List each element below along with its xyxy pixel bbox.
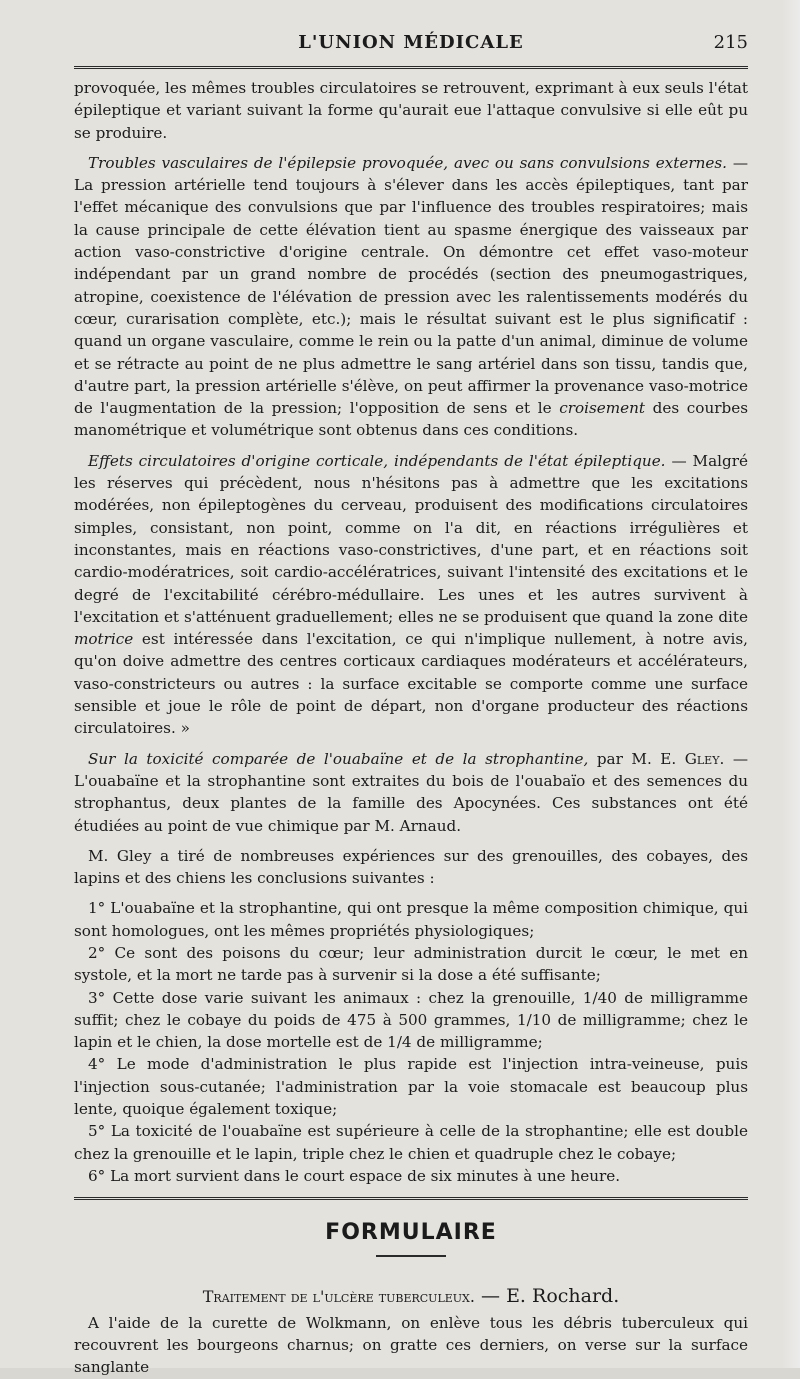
treatment-name: Traitement de l'ulcère tuberculeux. xyxy=(202,1286,475,1306)
paragraph-text: . — L'ouabaïne et la strophantine sont extraites du bois de l'ouabaïo et des semences du strophantus, deux plantes de la famille des Apocynées. Ces substances ont été étudiées au point de vue chimique par M. Arnaud. xyxy=(74,749,749,835)
paragraph-text: — La pression artérielle tend toujours à s'élever dans les accès épileptiques, tant par l'effet mécanique des convulsions que par l'influence des troubles respiratoires; mais la cause principale de cette élévation tient au spasme énergique des vaisseaux par action vaso-constrictive d'origine centrale. On démontre cet effet vaso-moteur indépendant par un grand nombre de procédés (section des pneumogastriques, atropine, coexistence de l'élévation de pression avec les ralentissements modérés du cœur, curarisation complète, etc.); mais le résultat suivant est le plus significatif : quand un organe vasculaire, comme le rein ou la patte d'un animal, diminue de volume et se rétracte au point de ne plus admettre le sang artériel dans son tissu, tandis que, d'autre part, la pression artérielle s'élève, on peut affirmer la provenance vaso-motrice de l'augmentation de la pression; l'opposition de sens et le xyxy=(74,153,749,418)
author-name: Gley xyxy=(684,749,720,768)
paragraph-text: des courbes manométrique et volumétrique sont obtenus dans ces conditions. xyxy=(74,399,748,440)
emphasis-text: motrice xyxy=(74,630,134,649)
conclusion-item-5: 5° La toxicité de l'ouabaïne est supérieure à celle de la strophantine; elle est double chez la grenouille et le lapin, triple chez le chien et quadruple chez le cobaye; xyxy=(74,1122,748,1163)
paragraph-troubles-vasculaires xyxy=(74,152,748,442)
page-number: 215 xyxy=(713,32,748,53)
section-divider xyxy=(74,1197,748,1200)
treatment-title xyxy=(74,1285,748,1308)
conclusion-item-4: 4° Le mode d'administration le plus rapide est l'injection intra-veineuse, puis l'injection sous-cutanée; l'administration par la voie stomacale est beaucoup plus lente, quoique également toxique; xyxy=(74,1055,748,1119)
treatment-author: — E. Rochard. xyxy=(474,1284,620,1307)
paragraph-text: — Malgré les réserves qui précèdent, nous n'hésitons pas à admettre que les excitations modérées, non épileptogènes du cerveau, produisent des modifications circulatoires simples, consistant, non point, comme on l'a dit, en réactions irrégulières et inconstantes, mais en réactions vaso-constrictives, d'une part, et en réactions soit cardio-modératrices, soit cardio-accélératrices, suivant l'intensité des excitations et le degré de l'excitabilité cérébro-médullaire. Les unes et les autres survivent à l'excitation et s'atténuent graduellement; elles ne se produisent que quand la zone dite xyxy=(74,451,748,626)
opening-paragraph: provoquée, les mêmes troubles circulatoires se retrouvent, exprimant à eux seuls l'état épileptique et variant suivant la forme qu'aurait eue l'attaque convulsive si elle eût pu se produire. xyxy=(74,79,748,142)
conclusion-item-6: 6° La mort survient dans le court espace de six minutes à une heure. xyxy=(88,1166,621,1185)
section-heading: Effets circulatoires d'origine corticale, indépendants de l'état épileptique. xyxy=(88,451,666,470)
article-body xyxy=(74,77,748,1379)
conclusion-item-1: 1° L'ouabaïne et la strophantine, qui ont presque la même composition chimique, qui sont homologues, ont les mêmes propriétés physiologiques; xyxy=(74,899,748,940)
page-header xyxy=(74,26,748,69)
gley-intro: M. Gley a tiré de nombreuses expériences sur des grenouilles, des cobayes, des lapins et des chiens les conclusions suivantes : xyxy=(74,846,748,888)
conclusion-item-2: 2° Ce sont des poisons du cœur; leur administration durcit le cœur, le met en systole, et la mort ne tarde pas à survenir si la dose a été suffisante; xyxy=(74,943,748,985)
formulaire-heading: FORMULAIRE xyxy=(325,1220,497,1246)
emphasis-text: croisement xyxy=(559,399,646,418)
running-title: L'UNION MÉDICALE xyxy=(298,32,524,53)
treatment-paragraph: A l'aide de la curette de Wolkmann, on enlève tous les débris tuberculeux qui recouvrent les bourgeons charnus; on gratte ces derniers, on verse sur la surface sanglante xyxy=(74,1313,748,1377)
heading-underline xyxy=(376,1255,446,1257)
paragraph-text: est intéressée dans l'excitation, ce qui n'implique nullement, à notre avis, qu'on doive admettre des centres corticaux cardiaques modérateurs et accélérateurs, vaso-constricteurs ou autres : la surface excitable se comporte comme une surface sensible et joue le rôle de point de départ, non d'organe producteur des réactions circulatoires. » xyxy=(74,630,748,738)
conclusion-item-3: 3° Cette dose varie suivant les animaux : chez la grenouille, 1/40 de milligramme suffit; chez le cobaye du poids de 475 à 500 grammes, 1/10 de milligramme; chez le lapin et le chien, la dose mortelle est de 1/4 de milligramme; xyxy=(74,988,748,1052)
paragraph-toxicite xyxy=(74,748,748,837)
byline-prefix: par M. E. xyxy=(588,749,685,768)
section-heading: Troubles vasculaires de l'épilepsie provoquée, avec ou sans convulsions externes. xyxy=(88,153,727,172)
section-heading: Sur la toxicité comparée de l'ouabaïne et de la strophantine, xyxy=(88,749,589,768)
paragraph-effets-circulatoires xyxy=(74,450,748,740)
